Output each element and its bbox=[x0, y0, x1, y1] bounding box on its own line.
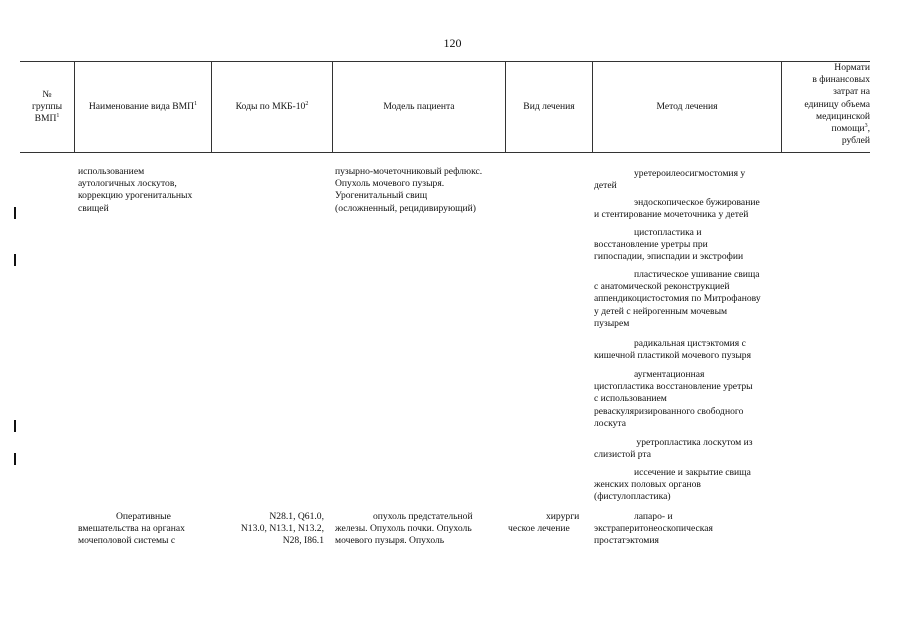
method-item bbox=[594, 227, 778, 264]
footnote-mark: 2 bbox=[305, 100, 309, 107]
method-item bbox=[594, 168, 778, 192]
row2-vmp-name-text: Оперативные вмешательства на органах мочеполовой системы с bbox=[78, 511, 185, 547]
method-text: эндоскопическое бужирование и стентирование мочеточника у детей bbox=[594, 197, 760, 221]
row2-mkb-codes: N28.1, Q61.0, N13.0, N13.1, N13.2, N28, I86.1 bbox=[240, 511, 324, 547]
header-treatment-method-text: Метод лечения bbox=[656, 101, 718, 112]
method-item bbox=[594, 269, 778, 330]
method-item bbox=[594, 511, 778, 548]
header-patient-model bbox=[333, 62, 505, 152]
method-text: пластическое ушивание свища с анатомической реконструкцией аппендикоцистостомия по Митрофанову у детей с нейрогенным мочевым пузырем bbox=[594, 269, 761, 329]
method-item bbox=[594, 197, 778, 221]
change-bar bbox=[14, 254, 16, 266]
row2-vmp-name bbox=[78, 511, 212, 548]
footnote-mark: 1 bbox=[194, 100, 198, 107]
method-item bbox=[594, 338, 778, 362]
page-number: 120 bbox=[443, 36, 462, 50]
header-treatment-method bbox=[593, 62, 781, 152]
row1-vmp-name: использованием аутологичных лоскутов, коррекцию урогенитальных свищей bbox=[78, 166, 193, 214]
header-treatment-type bbox=[506, 62, 592, 152]
method-text: радикальная цистэктомия с кишечной пластикой мочевого пузыря bbox=[594, 338, 751, 362]
change-bar bbox=[14, 207, 16, 219]
header-vmp-name-text: Наименование вида ВМП bbox=[88, 101, 195, 112]
row2-treatment-type-text: хирурги ческое лечение bbox=[508, 511, 580, 535]
header-mkb-codes-text: Коды по МКБ-10 bbox=[235, 101, 306, 112]
method-text: лапаро- и экстраперитонеоскопическая простатэктомия bbox=[594, 511, 713, 547]
header-bottom-border bbox=[20, 152, 870, 153]
row2-patient-model bbox=[335, 511, 507, 548]
header-vmp-name bbox=[75, 62, 211, 152]
footnote-mark: 1 bbox=[56, 112, 60, 119]
row2-patient-model-text: опухоль предстательной железы. Опухоль почки. Опухоль мочевого пузыря. Опухоль bbox=[335, 511, 473, 547]
header-cost-norm bbox=[782, 62, 870, 147]
change-bar bbox=[14, 420, 16, 432]
header-group-no-text: № группы ВМП bbox=[31, 89, 63, 124]
method-item bbox=[594, 369, 778, 430]
method-text: цистопластика и восстановление уретры при гипоспадии, эписпадии и экстрофии bbox=[594, 227, 744, 263]
method-item bbox=[594, 437, 778, 461]
header-group-no bbox=[20, 62, 74, 152]
row2-treatment-type bbox=[508, 511, 594, 535]
method-text: уретропластика лоскутом из слизистой рта bbox=[594, 437, 753, 461]
header-patient-model-text: Модель пациента bbox=[383, 101, 455, 112]
header-cost-norm-text: Нормати в финансовых затрат на единицу объема медицинской помощи bbox=[804, 62, 870, 135]
header-mkb-codes bbox=[212, 62, 332, 152]
method-item bbox=[594, 467, 778, 504]
header-cost-norm-unit: , рублей bbox=[841, 123, 870, 147]
change-bar bbox=[14, 453, 16, 465]
method-text: иссечение и закрытие свища женских половых органов (фистулопластика) bbox=[594, 467, 751, 503]
method-text: уретероилеосигмостомия у детей bbox=[594, 168, 746, 192]
header-treatment-type-text: Вид лечения bbox=[523, 101, 575, 112]
footnote-mark: 3 bbox=[864, 122, 868, 129]
method-text: аугментационная цистопластика восстановление уретры с использованием реваскуляризированного свободного лоскута bbox=[594, 369, 753, 429]
row1-patient-model: пузырно-мочеточниковый рефлюкс. Опухоль мочевого пузыря. Урогенитальный свищ (осложненный, рецидивирующий) bbox=[335, 166, 483, 214]
